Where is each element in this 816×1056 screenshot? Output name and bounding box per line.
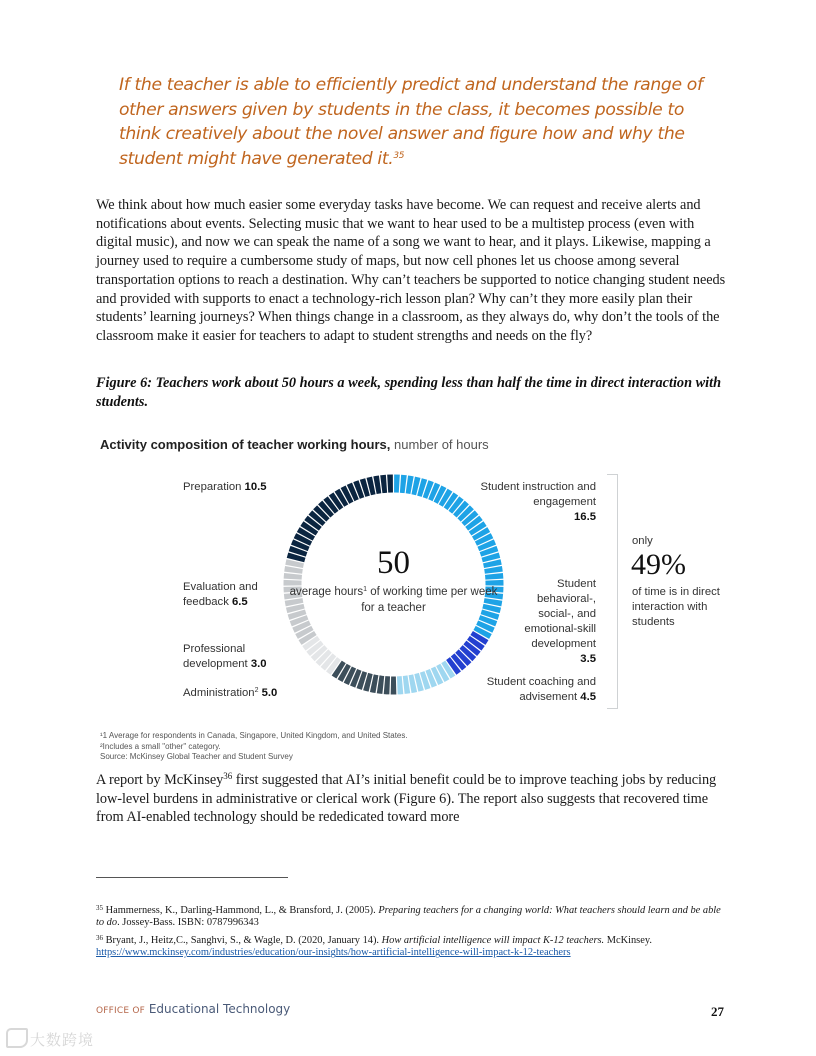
footnote-number: 35 <box>96 904 103 912</box>
chart-title <box>100 437 489 452</box>
body-paragraph-1: We think about how much easier some everyday tasks have become. We can request and receive alerts and notifications about events. Selecting music that we want to hear used to be a multistep process (even with digital music), and now we can speak the name of a song we want to hear, and it plays. Likewise, mapping a journey used to require a cumbersome study of maps, but now cell phones let us choose among several transportation options to reach a destination. Why can’t teachers be supported to notice changing student needs and provided with supports to enact a technology-rich lesson plan? Why can’t they more easily plan their students’ learning journeys? When things change in a classroom, as they always do, why don’t the tools of the classroom make it easier for teachers to adapt to student strengths and needs on the fly? <box>96 197 726 344</box>
footnote-authors: Hammerness, K., Darling-Hammond, L., & Bransford, J. (2005). <box>103 905 379 916</box>
label-preparation <box>183 480 267 495</box>
donut-segment <box>380 475 387 493</box>
label-student-behavioral <box>500 577 596 667</box>
footnote-36 <box>96 935 728 960</box>
label-name: Professional development <box>183 643 248 670</box>
center-total-hours: 50 <box>377 545 410 581</box>
page-number: 27 <box>711 1004 724 1019</box>
label-value: 3.5 <box>580 653 596 665</box>
footnote-number: 36 <box>96 934 103 942</box>
footnote-publisher: . Jossey-Bass. ISBN: 0787996343 <box>117 917 259 929</box>
footer-office: OFFICE OF <box>96 1006 145 1016</box>
footer-brand <box>96 1002 290 1016</box>
label-name: Student behavioral-, social-, and emotional-skill development <box>524 578 596 650</box>
footnote-35 <box>96 905 728 930</box>
callout-prefix: only <box>632 535 653 547</box>
label-evaluation <box>183 580 278 610</box>
label-professional-development <box>183 642 278 672</box>
callout-percentage: 49% <box>631 548 686 581</box>
para2-pre: A report by McKinsey <box>96 772 224 788</box>
chart-notes <box>100 731 408 763</box>
footnote-ref-36[interactable]: 36 <box>223 771 233 781</box>
label-administration <box>183 686 277 701</box>
footnote-divider <box>96 877 288 878</box>
footer-brand-name: Educational Technology <box>148 1002 291 1016</box>
label-name: Administration <box>183 687 255 699</box>
label-name: Student instruction and engagement <box>480 481 596 508</box>
label-value: 3.0 <box>250 658 267 670</box>
chart-source: Source: McKinsey Global Teacher and Student Survey <box>100 752 293 761</box>
chart-title-main: Activity composition of teacher working hours, <box>100 437 391 452</box>
donut-segment <box>397 676 403 694</box>
label-value: 5.0 <box>261 687 278 699</box>
footnote-link-mckinsey[interactable]: https://www.mckinsey.com/industries/education/our-insights/how-artificial-intelligence-will-impact-k-12-teachers <box>96 947 571 959</box>
watermark-text: 大数跨境 <box>30 1031 95 1049</box>
footnote-authors: Bryant, J., Heitz,C., Sanghvi, S., & Wagle, D. (2020, January 14). <box>103 935 382 946</box>
watermark <box>6 1028 94 1050</box>
direct-interaction-bracket <box>617 474 618 709</box>
label-name: Evaluation and feedback <box>183 581 258 608</box>
center-label-sup: 1 <box>363 586 368 593</box>
label-student-coaching <box>470 675 596 705</box>
chart-note-1: ¹1 Average for respondents in Canada, Singapore, United Kingdom, and United States. <box>100 731 408 740</box>
label-value: 4.5 <box>580 691 596 703</box>
body-paragraph-2 <box>96 771 728 827</box>
label-student-instruction <box>470 480 596 525</box>
pull-quote <box>119 73 729 171</box>
donut-segment <box>394 475 400 493</box>
para2-post: first suggested that AI’s initial benefit could be to improve teaching jobs by reducing low-level burdens in administrative or clerical work (Figure 6). The report also suggests that recovered time from AI-enabled technology should be rededicated toward more <box>96 772 717 826</box>
figure-caption: Figure 6: Teachers work about 50 hours a week, spending less than half the time in direct interaction with students. <box>96 375 722 410</box>
footnote-publisher: McKinsey. <box>604 935 652 946</box>
footnote-ref-35[interactable]: 35 <box>393 150 405 161</box>
label-value: 16.5 <box>574 511 596 523</box>
label-value: 6.5 <box>232 596 248 608</box>
label-sup: 2 <box>254 687 259 694</box>
label-name: Student coaching and advisement <box>486 676 596 703</box>
chart-note-2: ²Includes a small "other" category. <box>100 741 221 751</box>
footnote-title: Preparing teachers for a changing world: What teachers should learn and be able to do <box>96 905 721 929</box>
label-value: 10.5 <box>244 481 267 493</box>
chart-title-unit: number of hours <box>394 437 489 452</box>
donut-segment <box>391 676 397 694</box>
center-label <box>283 585 504 616</box>
callout-text: of time is in direct interaction with students <box>632 586 720 628</box>
label-name: Preparation <box>183 481 242 493</box>
center-label-post: of working time per week for a teacher <box>361 586 498 614</box>
watermark-logo-icon <box>6 1028 28 1048</box>
center-label-pre: average hours <box>289 586 364 598</box>
donut-segment <box>387 475 393 493</box>
donut-segment <box>400 475 407 493</box>
footnote-title: How artificial intelligence will impact K-12 teachers. <box>381 935 605 946</box>
pull-quote-text: If the teacher is able to efficiently predict and understand the range of other answers given by students in the class, it becomes possible to think creatively about the novel answer and figure how and why the student might have generated it. <box>119 75 703 169</box>
donut-segment <box>384 676 390 694</box>
